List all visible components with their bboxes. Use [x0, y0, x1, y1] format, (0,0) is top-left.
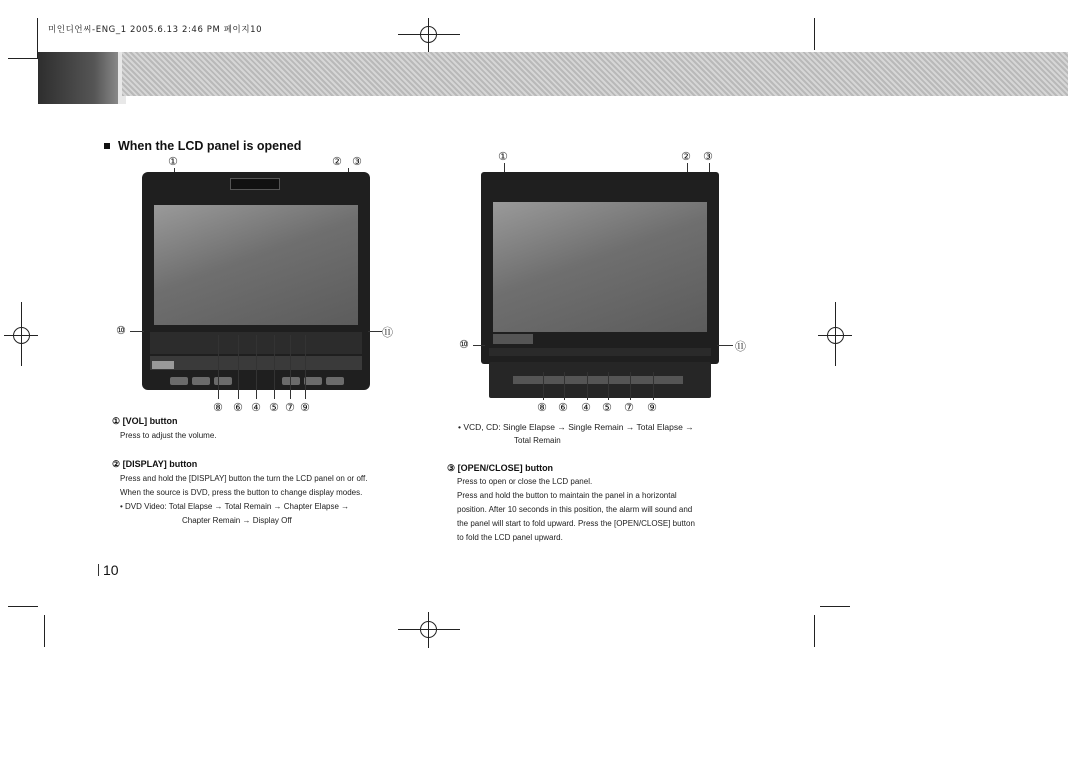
callout-1: ① [498, 150, 508, 163]
item-display-desc1: Press and hold the [DISPLAY] button the turn the LCD panel on or off. [120, 474, 368, 483]
callout-8: ⑧ [537, 401, 547, 414]
crop-mark [44, 615, 45, 647]
callout-8: ⑧ [213, 401, 223, 414]
item-open-close [447, 463, 767, 545]
device-base-right [489, 362, 711, 398]
callout-10: ⑩ [459, 338, 469, 351]
callout-4: ④ [581, 401, 591, 414]
callout-9: ⑨ [300, 401, 310, 414]
registration-circle [420, 621, 437, 638]
lcd-screen [493, 202, 707, 332]
crop-mark [814, 18, 815, 50]
item-vcd-line1: • VCD, CD: Single Elapse → Single Remain → Total Elapse → [458, 422, 694, 432]
item-vol [112, 416, 412, 443]
square-bullet-icon [104, 143, 110, 149]
device-panel-right [481, 172, 719, 364]
item-vcd-line2: Total Remain [514, 436, 561, 445]
section-title [104, 139, 301, 153]
callout-5: ⑤ [602, 401, 612, 414]
item-display-title: ② [DISPLAY] button [112, 459, 198, 469]
lcd-screen [154, 205, 358, 325]
callout-5: ⑤ [269, 401, 279, 414]
item-open-close-desc3: position. After 10 seconds in this position, the alarm will sound and [457, 505, 693, 514]
registration-circle [13, 327, 30, 344]
crop-mark [8, 58, 40, 59]
callout-6: ⑥ [233, 401, 243, 414]
callout-10: ⑩ [116, 324, 126, 337]
callout-6: ⑥ [558, 401, 568, 414]
header-banner [38, 52, 1068, 104]
callout-7: ⑦ [285, 401, 295, 414]
item-vol-desc: Press to adjust the volume. [120, 431, 217, 440]
crop-mark [8, 606, 38, 607]
callout-11: ⑪ [735, 340, 746, 353]
registration-circle [827, 327, 844, 344]
crop-mark [820, 606, 850, 607]
item-open-close-desc5: to fold the LCD panel upward. [457, 533, 563, 542]
callout-2: ② [681, 150, 691, 163]
item-vol-title: ① [VOL] button [112, 416, 178, 426]
item-open-close-desc4: the panel will start to fold upward. Press the [OPEN/CLOSE] button [457, 519, 695, 528]
print-header-info: 미인디언씨-ENG_1 2005.6.13 2:46 PM 페이지10 [48, 25, 263, 35]
registration-circle [420, 26, 437, 43]
item-vcd [458, 420, 768, 448]
callout-11: ⑪ [382, 326, 393, 339]
item-open-close-desc2: Press and hold the button to maintain the panel in a horizontal [457, 491, 677, 500]
callout-4: ④ [251, 401, 261, 414]
item-display-desc2: When the source is DVD, press the button to change display modes. [120, 488, 363, 497]
section-title-text: When the LCD panel is opened [118, 139, 302, 153]
page-number-text: 10 [103, 562, 119, 578]
item-display [112, 459, 412, 528]
page-number [98, 562, 119, 578]
callout-7: ⑦ [624, 401, 634, 414]
item-open-close-title: ③ [OPEN/CLOSE] button [447, 463, 554, 473]
callout-9: ⑨ [647, 401, 657, 414]
callout-2: ② [332, 155, 342, 168]
figure-right [455, 150, 765, 415]
item-display-dvd-line2: Chapter Remain → Display Off [182, 516, 292, 525]
crop-mark [814, 615, 815, 647]
callout-1: ① [168, 155, 178, 168]
item-display-dvd-line1: • DVD Video: Total Elapse → Total Remain → Chapter Elapse → [120, 502, 350, 511]
item-open-close-desc1: Press to open or close the LCD panel. [457, 477, 593, 486]
figure-left [110, 155, 400, 415]
callout-3: ③ [703, 150, 713, 163]
callout-3: ③ [352, 155, 362, 168]
